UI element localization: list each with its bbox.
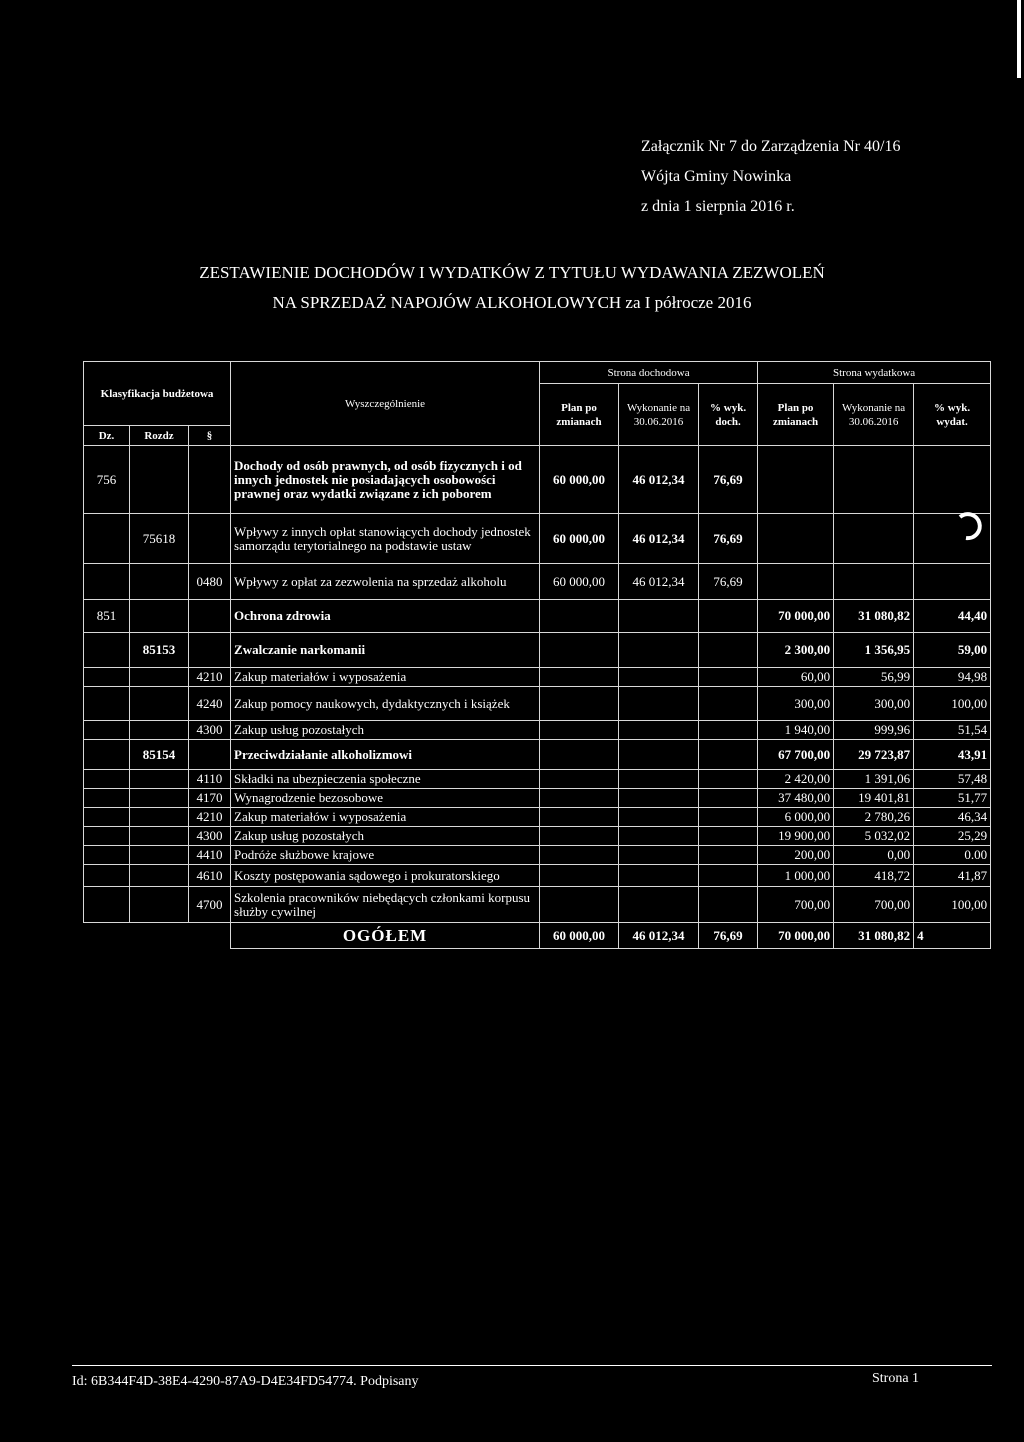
cell-desc: Składki na ubezpieczenia społeczne	[231, 770, 540, 789]
cell-wyk-wyd: 19 401,81	[834, 789, 914, 808]
cell-paragraf: 0480	[189, 564, 231, 600]
cell-wyk-doch	[619, 846, 699, 865]
cell-proc-wyd: 25,29	[914, 827, 991, 846]
cell-dz	[84, 827, 130, 846]
cell-dz	[84, 721, 130, 740]
cell-wyk-wyd: 418,72	[834, 865, 914, 887]
cell-desc: Ochrona zdrowia	[231, 600, 540, 633]
scan-artifact-icon	[950, 503, 990, 543]
cell-proc-wyd	[914, 564, 991, 600]
cell-paragraf: 4210	[189, 808, 231, 827]
cell-wyk-wyd: 29 723,87	[834, 740, 914, 770]
cell-proc-doch	[699, 865, 758, 887]
cell-dz	[84, 808, 130, 827]
cell-plan-wyd	[758, 446, 834, 514]
document-title-line-2: NA SPRZEDAŻ NAPOJÓW ALKOHOLOWYCH za I półrocze 2016	[272, 293, 752, 312]
header-plan-wyd: Plan po zmianach	[758, 384, 834, 446]
header-strona-dochodowa: Strona dochodowa	[540, 362, 758, 384]
cell-plan-doch	[540, 600, 619, 633]
header-strona-wydatkowa: Strona wydatkowa	[758, 362, 991, 384]
header-line-3: z dnia 1 sierpnia 2016 r.	[641, 198, 795, 215]
cell-rozdz	[130, 827, 189, 846]
cell-wyk-wyd	[834, 564, 914, 600]
total-spacer	[84, 923, 130, 949]
header-line-1: Załącznik Nr 7 do Zarządzenia Nr 40/16	[641, 138, 901, 155]
cell-proc-wyd: 59,00	[914, 633, 991, 668]
cell-proc-wyd: 94,98	[914, 668, 991, 687]
cell-dz	[84, 887, 130, 923]
cell-dz	[84, 846, 130, 865]
cell-desc: Zakup usług pozostałych	[231, 721, 540, 740]
cell-wyk-wyd: 700,00	[834, 887, 914, 923]
cell-dz	[84, 740, 130, 770]
header-wyszczegolnienie: Wyszczególnienie	[231, 362, 540, 446]
table-row	[84, 514, 991, 564]
cell-plan-doch	[540, 633, 619, 668]
header-dz: Dz.	[84, 426, 130, 446]
cell-plan-wyd: 67 700,00	[758, 740, 834, 770]
cell-plan-doch: 60 000,00	[540, 564, 619, 600]
cell-plan-wyd: 70 000,00	[758, 600, 834, 633]
total-wyk-wyd: 31 080,82	[834, 923, 914, 949]
footer-document-id: Id: 6B344F4D-38E4-4290-87A9-D4E34FD54774. Podpisany	[72, 1374, 419, 1389]
total-plan-doch: 60 000,00	[540, 923, 619, 949]
cell-desc: Szkolenia pracowników niebędących członkami korpusu służby cywilnej	[231, 887, 540, 923]
cell-desc: Zakup pomocy naukowych, dydaktycznych i książek	[231, 687, 540, 721]
cell-desc: Zakup usług pozostałych	[231, 827, 540, 846]
cell-proc-doch	[699, 827, 758, 846]
cell-wyk-doch: 46 012,34	[619, 564, 699, 600]
cell-wyk-doch	[619, 740, 699, 770]
cell-proc-doch	[699, 789, 758, 808]
header-klasyfikacja: Klasyfikacja budżetowa	[84, 362, 231, 426]
scan-edge-mark	[1017, 0, 1021, 78]
cell-proc-wyd: 100,00	[914, 687, 991, 721]
cell-wyk-wyd: 0,00	[834, 846, 914, 865]
cell-dz	[84, 514, 130, 564]
cell-desc: Koszty postępowania sądowego i prokuratorskiego	[231, 865, 540, 887]
cell-rozdz	[130, 865, 189, 887]
cell-proc-doch: 76,69	[699, 564, 758, 600]
cell-rozdz	[130, 668, 189, 687]
cell-plan-wyd: 60,00	[758, 668, 834, 687]
total-proc-wyd: 4	[914, 923, 991, 949]
cell-proc-wyd: 51,77	[914, 789, 991, 808]
header-paragraf: §	[189, 426, 231, 446]
cell-proc-doch	[699, 770, 758, 789]
cell-proc-wyd: 0.00	[914, 846, 991, 865]
cell-proc-wyd: 43,91	[914, 740, 991, 770]
cell-proc-doch	[699, 846, 758, 865]
cell-wyk-wyd: 31 080,82	[834, 600, 914, 633]
cell-proc-wyd: 57,48	[914, 770, 991, 789]
cell-rozdz	[130, 770, 189, 789]
cell-plan-doch: 60 000,00	[540, 514, 619, 564]
cell-wyk-doch	[619, 887, 699, 923]
cell-wyk-wyd: 5 032,02	[834, 827, 914, 846]
table-row	[84, 446, 991, 514]
cell-proc-doch: 76,69	[699, 446, 758, 514]
cell-rozdz	[130, 808, 189, 827]
header-proc-doch: % wyk. doch.	[699, 384, 758, 446]
cell-plan-doch	[540, 865, 619, 887]
cell-dz	[84, 865, 130, 887]
cell-plan-wyd: 200,00	[758, 846, 834, 865]
cell-dz: 851	[84, 600, 130, 633]
total-spacer	[130, 923, 189, 949]
cell-desc: Wynagrodzenie bezosobowe	[231, 789, 540, 808]
cell-wyk-doch: 46 012,34	[619, 514, 699, 564]
cell-desc: Zakup materiałów i wyposażenia	[231, 808, 540, 827]
table-row	[84, 600, 991, 633]
cell-desc: Zakup materiałów i wyposażenia	[231, 668, 540, 687]
table-row	[84, 770, 991, 789]
cell-plan-wyd: 300,00	[758, 687, 834, 721]
cell-wyk-doch	[619, 865, 699, 887]
cell-wyk-wyd: 999,96	[834, 721, 914, 740]
cell-paragraf	[189, 514, 231, 564]
cell-wyk-doch: 46 012,34	[619, 446, 699, 514]
cell-wyk-wyd: 2 780,26	[834, 808, 914, 827]
cell-plan-doch	[540, 740, 619, 770]
cell-desc: Wpływy z innych opłat stanowiących dochody jednostek samorządu terytorialnego na podstawie ustaw	[231, 514, 540, 564]
cell-wyk-wyd: 1 356,95	[834, 633, 914, 668]
cell-plan-wyd: 1 940,00	[758, 721, 834, 740]
cell-dz	[84, 633, 130, 668]
cell-proc-doch	[699, 887, 758, 923]
cell-rozdz	[130, 564, 189, 600]
cell-plan-doch	[540, 721, 619, 740]
document-header	[641, 132, 900, 222]
cell-dz	[84, 770, 130, 789]
cell-rozdz	[130, 846, 189, 865]
cell-paragraf	[189, 600, 231, 633]
cell-paragraf: 4610	[189, 865, 231, 887]
cell-wyk-doch	[619, 789, 699, 808]
cell-wyk-doch	[619, 827, 699, 846]
cell-plan-wyd	[758, 564, 834, 600]
cell-desc: Przeciwdziałanie alkoholizmowi	[231, 740, 540, 770]
footer-divider	[72, 1365, 992, 1366]
cell-plan-doch	[540, 827, 619, 846]
table-row	[84, 564, 991, 600]
header-line-2: Wójta Gminy Nowinka	[641, 168, 792, 185]
cell-paragraf	[189, 633, 231, 668]
cell-plan-doch: 60 000,00	[540, 446, 619, 514]
header-plan-doch: Plan po zmianach	[540, 384, 619, 446]
table-row	[84, 827, 991, 846]
budget-table	[83, 361, 991, 949]
cell-paragraf: 4110	[189, 770, 231, 789]
cell-proc-doch	[699, 668, 758, 687]
cell-desc: Wpływy z opłat za zezwolenia na sprzedaż alkoholu	[231, 564, 540, 600]
header-wykonanie-wyd: Wykonanie na 30.06.2016	[834, 384, 914, 446]
total-proc-doch: 76,69	[699, 923, 758, 949]
cell-desc: Zwalczanie narkomanii	[231, 633, 540, 668]
cell-plan-wyd: 37 480,00	[758, 789, 834, 808]
table-row	[84, 808, 991, 827]
cell-wyk-doch	[619, 633, 699, 668]
cell-dz: 756	[84, 446, 130, 514]
cell-plan-wyd: 1 000,00	[758, 865, 834, 887]
total-wyk-doch: 46 012,34	[619, 923, 699, 949]
cell-plan-doch	[540, 668, 619, 687]
cell-plan-wyd: 2 420,00	[758, 770, 834, 789]
cell-wyk-doch	[619, 687, 699, 721]
cell-rozdz: 85154	[130, 740, 189, 770]
cell-rozdz	[130, 687, 189, 721]
cell-paragraf: 4170	[189, 789, 231, 808]
total-label: OGÓŁEM	[231, 923, 540, 949]
cell-proc-doch	[699, 687, 758, 721]
cell-proc-wyd: 51,54	[914, 721, 991, 740]
total-plan-wyd: 70 000,00	[758, 923, 834, 949]
document-title-line-1: ZESTAWIENIE DOCHODÓW I WYDATKÓW Z TYTUŁU WYDAWANIA ZEZWOLEŃ	[199, 263, 825, 282]
cell-dz	[84, 668, 130, 687]
cell-rozdz	[130, 721, 189, 740]
cell-plan-doch	[540, 789, 619, 808]
cell-proc-wyd: 41,87	[914, 865, 991, 887]
cell-rozdz	[130, 887, 189, 923]
cell-plan-wyd: 6 000,00	[758, 808, 834, 827]
table-row	[84, 687, 991, 721]
cell-plan-wyd	[758, 514, 834, 564]
table-row	[84, 668, 991, 687]
header-proc-wyd: % wyk. wydat.	[914, 384, 991, 446]
cell-proc-doch	[699, 740, 758, 770]
cell-wyk-doch	[619, 668, 699, 687]
header-wykonanie-doch: Wykonanie na 30.06.2016	[619, 384, 699, 446]
cell-wyk-doch	[619, 770, 699, 789]
footer-page-number: Strona 1	[872, 1371, 920, 1386]
cell-rozdz: 75618	[130, 514, 189, 564]
cell-wyk-wyd	[834, 514, 914, 564]
cell-rozdz: 85153	[130, 633, 189, 668]
cell-proc-doch	[699, 633, 758, 668]
cell-paragraf: 4700	[189, 887, 231, 923]
cell-dz	[84, 789, 130, 808]
cell-plan-wyd: 2 300,00	[758, 633, 834, 668]
cell-paragraf: 4210	[189, 668, 231, 687]
cell-wyk-wyd: 56,99	[834, 668, 914, 687]
cell-paragraf: 4240	[189, 687, 231, 721]
cell-plan-doch	[540, 687, 619, 721]
header-rozdz: Rozdz	[130, 426, 189, 446]
cell-paragraf: 4300	[189, 827, 231, 846]
cell-proc-doch	[699, 721, 758, 740]
cell-wyk-wyd: 300,00	[834, 687, 914, 721]
cell-paragraf: 4410	[189, 846, 231, 865]
table-row	[84, 740, 991, 770]
cell-wyk-wyd	[834, 446, 914, 514]
total-row	[84, 923, 991, 949]
cell-rozdz	[130, 446, 189, 514]
cell-proc-wyd: 44,40	[914, 600, 991, 633]
cell-plan-wyd: 19 900,00	[758, 827, 834, 846]
cell-plan-doch	[540, 887, 619, 923]
cell-desc: Dochody od osób prawnych, od osób fizycznych i od innych jednostek nie posiadających osobowości prawnej oraz wydatki związane z ich poborem	[231, 446, 540, 514]
cell-proc-doch	[699, 808, 758, 827]
cell-paragraf: 4300	[189, 721, 231, 740]
cell-proc-wyd: 46,34	[914, 808, 991, 827]
table-row	[84, 846, 991, 865]
cell-proc-wyd: 100,00	[914, 887, 991, 923]
cell-wyk-doch	[619, 808, 699, 827]
cell-proc-doch: 76,69	[699, 514, 758, 564]
cell-plan-doch	[540, 770, 619, 789]
cell-dz	[84, 687, 130, 721]
table-row	[84, 865, 991, 887]
cell-paragraf	[189, 446, 231, 514]
table-row	[84, 633, 991, 668]
cell-rozdz	[130, 789, 189, 808]
cell-plan-doch	[540, 808, 619, 827]
cell-desc: Podróże służbowe krajowe	[231, 846, 540, 865]
cell-plan-doch	[540, 846, 619, 865]
cell-wyk-wyd: 1 391,06	[834, 770, 914, 789]
cell-dz	[84, 564, 130, 600]
cell-rozdz	[130, 600, 189, 633]
cell-proc-doch	[699, 600, 758, 633]
table-row	[84, 887, 991, 923]
table-row	[84, 721, 991, 740]
table-row	[84, 789, 991, 808]
cell-plan-wyd: 700,00	[758, 887, 834, 923]
total-spacer	[189, 923, 231, 949]
cell-wyk-doch	[619, 600, 699, 633]
cell-wyk-doch	[619, 721, 699, 740]
cell-paragraf	[189, 740, 231, 770]
